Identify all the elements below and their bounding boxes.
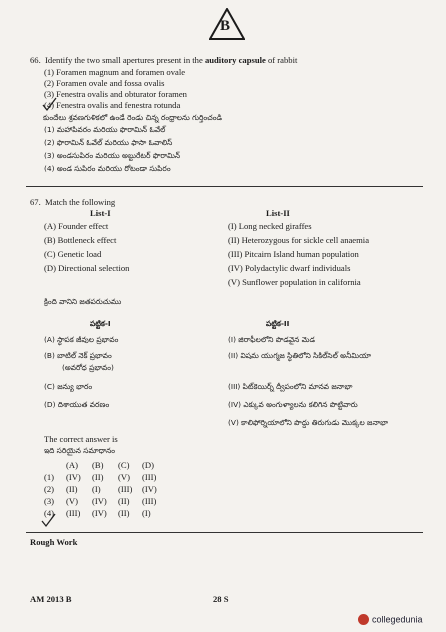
q67-telugu-list2-item-1: (I) జిరాఫీలలోని పొడవైన మెడ bbox=[228, 335, 315, 344]
answer-cell: (I) bbox=[142, 508, 151, 518]
q67-list2-item-1: (I) Long necked giraffes bbox=[228, 221, 312, 231]
q67-list2-item-2: (II) Heterozygous for sickle cell anaemia bbox=[228, 235, 370, 245]
answer-cell: (IV) bbox=[142, 484, 157, 494]
watermark-text: collegedunia bbox=[372, 614, 423, 625]
q67-telugu-list2-title: పట్టిక-II bbox=[266, 319, 290, 328]
q67-answer-grid bbox=[44, 459, 166, 519]
q66-telugu-option-1: (1) మహాపివరం మరియు ఫొరామిన్ ఓవేల్ bbox=[44, 125, 166, 134]
divider-line bbox=[26, 186, 423, 187]
rough-work-label: Rough Work bbox=[30, 537, 78, 547]
q66-question-end: of rabbit bbox=[268, 55, 298, 65]
answer-cell: (IV) bbox=[92, 496, 107, 506]
q67-telugu-list1-title: పట్టిక-I bbox=[90, 319, 111, 328]
answer-cell: (II) bbox=[118, 496, 130, 506]
q67-telugu-list1-item-b: (B) బాటిల్ నెక్ ప్రభావం bbox=[44, 351, 112, 360]
answer-header-cell: (B) bbox=[92, 460, 104, 470]
q66-telugu-option-3: (3) అండసుపిరం మరియు అబ్టురేటర్ ఫొరామిన్ bbox=[44, 151, 181, 160]
q67-list2-item-4: (IV) Polydactylic dwarf individuals bbox=[228, 263, 351, 273]
q67-telugu-list2-item-2: (II) విషమ యుగ్మజ స్థితిలోని సికిల్‌సెల్ అనీమియా bbox=[228, 351, 371, 360]
q66-option-3: (3) Fenestra ovalis and obturator foramen bbox=[44, 89, 187, 99]
answer-cell: (III) bbox=[118, 484, 133, 494]
answer-cell: (I) bbox=[92, 484, 101, 494]
answer-cell: (2) bbox=[44, 484, 55, 494]
q66-option-1: (1) Foramen magnum and foramen ovale bbox=[44, 67, 186, 77]
paper-set-letter: B bbox=[220, 18, 231, 34]
answer-header-cell: (D) bbox=[142, 460, 154, 470]
answer-header-cell bbox=[44, 459, 66, 471]
q67-question bbox=[30, 197, 115, 208]
q66-question bbox=[30, 55, 297, 66]
answer-header-cell: (A) bbox=[66, 460, 78, 470]
answer-cell: (II) bbox=[66, 484, 78, 494]
q67-list1-title: List-I bbox=[90, 208, 111, 218]
answer-cell: (V) bbox=[118, 472, 130, 482]
answer-cell: (IV) bbox=[66, 472, 81, 482]
q67-telugu-list1-item-c: (C) జన్యు భారం bbox=[44, 382, 93, 391]
q66-question-text: Identify the two small apertures present in the bbox=[45, 55, 203, 65]
q67-question-text: Match the following bbox=[45, 197, 116, 207]
q67-answer-label: The correct answer is bbox=[44, 434, 118, 444]
q67-list2-item-3: (III) Pitcairn Island human population bbox=[228, 249, 359, 259]
answer-cell: (III) bbox=[142, 496, 157, 506]
q67-list1-item-a: (A) Founder effect bbox=[44, 221, 109, 231]
q67-list1-item-d: (D) Directional selection bbox=[44, 263, 130, 273]
q67-list1-item-b: (B) Bottleneck effect bbox=[44, 235, 117, 245]
divider-line bbox=[26, 532, 423, 533]
q66-question-bold: auditory capsule bbox=[204, 55, 266, 65]
q67-list2-title: List-II bbox=[266, 208, 290, 218]
answer-cell: (4) bbox=[44, 508, 55, 518]
q66-option-4: (4) Fenestra ovalis and fenestra rotunda bbox=[44, 100, 181, 110]
answer-cell: (IV) bbox=[92, 508, 107, 518]
answer-cell: (II) bbox=[92, 472, 104, 482]
q66-telugu-option-2: (2) ఫొరామిన్ ఓవేల్ మరియు ఫాసా ఓవాలిస్ bbox=[44, 138, 173, 147]
q66-telugu-option-4: (4) అండ సుపిరం మరియు రోటండా సుపిరం bbox=[44, 164, 171, 173]
q67-number: 67. bbox=[30, 197, 41, 207]
q66-telugu-question: కుందేలు శ్రవణగుళికలో ఉండే రెండు చిన్న రంధ్రాలను గుర్తించండి bbox=[43, 113, 222, 122]
q67-telugu-list2-item-5: (V) కాలిఫోర్నియాలోని పొద్దు తిరుగుడు మొక్కల జనాభా bbox=[228, 418, 389, 427]
footer-page-number: 28 S bbox=[213, 594, 229, 604]
q67-telugu-list2-item-3: (III) పిట్‌కెయిర్న్ ద్వీపంలోని మానవ జనాభా bbox=[228, 382, 353, 391]
answer-cell: (1) bbox=[44, 472, 55, 482]
q67-telugu-list1-item-d: (D) దిశాయుత వరణం bbox=[44, 400, 110, 409]
answer-header-cell: (C) bbox=[118, 460, 130, 470]
answer-cell: (III) bbox=[66, 508, 81, 518]
answer-cell: (V) bbox=[66, 496, 78, 506]
q67-list1-item-c: (C) Genetic load bbox=[44, 249, 102, 259]
q67-list2-item-5: (V) Sunflower population in california bbox=[228, 277, 361, 287]
watermark-logo-icon bbox=[358, 614, 369, 625]
q67-telugu-list1-item-a: (A) స్థాపక జీవుల ప్రభావం bbox=[44, 335, 119, 344]
q66-number: 66. bbox=[30, 55, 41, 65]
watermark bbox=[358, 610, 423, 626]
footer-left: AM 2013 B bbox=[30, 594, 72, 604]
q67-telugu-list2-item-4: (IV) ఎక్కువ అంగుళ్యాలను కలిగిన పొట్టివారు bbox=[228, 400, 358, 409]
q66-option-2: (2) Foramen ovale and fossa ovalis bbox=[44, 78, 165, 88]
q67-telugu-list1-item-b-cont: (అవరోధ ప్రభావం) bbox=[62, 363, 114, 372]
q67-telugu-instruction: క్రింది వానిని జతపరుచుము bbox=[44, 297, 122, 306]
q67-telugu-answer-label: ఇది సరియైన సమాధానం bbox=[44, 446, 116, 455]
q66-tick-mark-icon bbox=[41, 96, 57, 112]
answer-cell: (3) bbox=[44, 496, 55, 506]
answer-cell: (II) bbox=[118, 508, 130, 518]
q67-tick-mark-icon bbox=[40, 512, 56, 528]
answer-cell: (III) bbox=[142, 472, 157, 482]
